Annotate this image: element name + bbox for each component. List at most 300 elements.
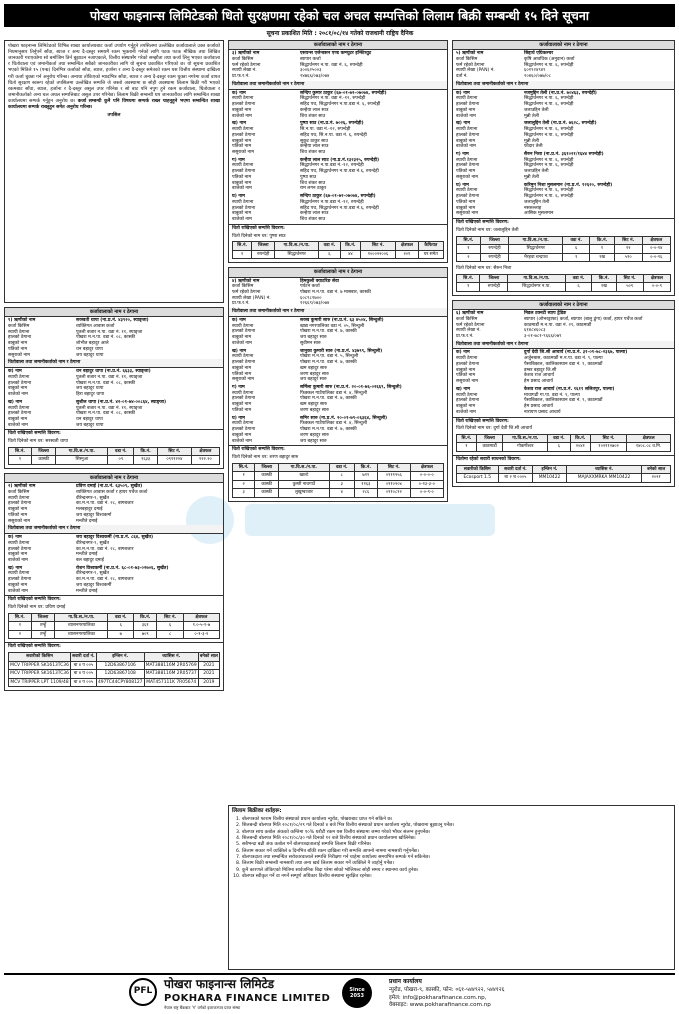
field-value: सिद्धार्थनगर न.पा. ६, रुपन्देही	[524, 163, 574, 169]
field-row	[8, 392, 220, 398]
field-row	[232, 186, 444, 192]
guarantor-details	[229, 317, 447, 348]
guarantor-details	[5, 534, 223, 565]
table-cell: ६	[548, 443, 570, 452]
property-title: धितो राखिएको सम्पत्ति विवरण:	[229, 224, 447, 233]
column-header: वडा नं.	[108, 447, 134, 456]
field-value: नजमुद्दिन तेली (ना.प्र.नं. ७०४६३, रुपन्देही)	[524, 90, 597, 96]
table-cell: ७११	[354, 472, 377, 481]
field-value: जय बहादुर सारु	[300, 377, 327, 383]
table-cell: गोकर्णेश्वर	[503, 443, 548, 452]
field-value: जलालुद्दिन तेली (ना.प्र.नं. ७६२८, रुपन्देही)	[524, 121, 597, 127]
field-row	[456, 175, 671, 181]
table-row	[9, 678, 220, 687]
table-cell: ०-०-०-०	[410, 472, 443, 481]
column-header: जिल्ला	[476, 434, 503, 443]
table-cell: सिद्धार्थनगर	[509, 245, 563, 254]
column-header: च्यासिस नं.	[144, 653, 198, 662]
table-cell: १	[233, 472, 255, 481]
field-label: घ) नाम	[232, 415, 245, 421]
table-cell: सिस्नुआ	[56, 456, 108, 465]
table-cell: ७०९	[134, 630, 157, 639]
column-header: वडा नं.	[108, 613, 134, 622]
column-header: सिट नं.	[360, 242, 395, 251]
field-value: जलाउद्दिन तेली	[524, 169, 549, 175]
property-owner: धितो दिनेको नाम थर: सरस्वती थापा	[8, 439, 68, 445]
column-header: सिट नं.	[377, 463, 410, 472]
field-value: बल बहादुर दमाई	[76, 558, 104, 563]
table-row	[9, 670, 220, 679]
land-table	[232, 241, 444, 259]
office-website: वेबसाइट: www.pokharafinance.com.np	[389, 1002, 491, 1009]
field-label: हालको ठेगाना	[232, 102, 256, 108]
field-value: हेम प्रसाद आचार्य	[524, 404, 553, 410]
table-cell: ०-०-९-०	[410, 489, 443, 498]
table-cell: १०२११२७०२	[590, 443, 626, 452]
field-value: सुशील थापा (ना.प्र.नं. ४२-०१-७४-००८६४, स्याङ्जा)	[76, 399, 167, 405]
table-cell: MCV TRIPPER LPT 1109/48	[10, 679, 69, 685]
field-value: सहिद पथ, सिद्धार्थनगर न.पा.वडा नं.६, रुपन्देही	[300, 205, 379, 211]
field-label: क) नाम	[456, 90, 470, 96]
column-header: सि.नं.	[9, 613, 32, 622]
field-label: २) ऋणीको नाम	[8, 484, 36, 490]
field-value: सुवीमन सारु	[300, 340, 321, 346]
column-header: क्षेत्रफल	[396, 242, 418, 251]
table-cell: MM10422	[533, 474, 566, 483]
column-header: इन्जिन नं.	[96, 653, 144, 662]
field-value: मलबहादुर दमाई	[76, 507, 103, 513]
table-cell: १	[9, 456, 32, 465]
table-cell: व्यासनगरपालिका	[55, 630, 108, 639]
field-value: राम लगन ठाकुर	[300, 186, 327, 192]
land-table	[456, 236, 671, 263]
table-row	[9, 622, 220, 631]
table-cell: २०२१	[642, 474, 671, 483]
field-value: शोभीत बहादुर आले	[76, 341, 109, 347]
field-value: समिर सारु (ना.प्र.नं. २०-०१-७९-०६३६४, सिन्धुली)	[300, 415, 388, 421]
field-label: ६) ऋणीको नाम	[456, 311, 484, 317]
rules-title: लिलाम बिक्रीका शर्तहरू:	[232, 808, 282, 814]
field-label: स्थायी ठेगाना	[456, 96, 478, 102]
field-label: बाजेको नाम	[232, 113, 252, 119]
rule-item: 9. कुनै कारणले तोकिएको मितिमा सार्वजनिक बिदा परेमा सोको भोलिपल्ट सोही समय र स्थानमा कार्य हुनेछ।	[242, 868, 671, 874]
field-label: स्थायी ठेगाना	[232, 323, 254, 329]
guarantor-section-title: धितोवाला तथा जमानीकर्ताको नाम र ठेगाना	[229, 81, 447, 90]
vehicle-table	[456, 465, 671, 483]
guarantor-details	[229, 415, 447, 446]
field-label: ससुराको नाम	[8, 518, 30, 524]
field-value: पुष्पा साउ (ना.प्र.नं. ७०२६, रुपन्देही)	[300, 121, 364, 127]
field-value: १२६६९/०७३/०७४	[300, 301, 330, 307]
field-value: ३-०१-७८१-९६६६/०७९	[524, 333, 562, 339]
field-value: जय बहादुर विश्वकर्मा	[76, 512, 112, 518]
field-value: धन बहादुर थापा (ना.प्र.नं. ६६३३, स्याङ्जा)	[76, 369, 151, 375]
table-cell: ०-०-९	[643, 283, 670, 292]
field-label: ४) ऋणीको नाम	[232, 278, 260, 284]
field-label: बाबुको नाम	[456, 138, 476, 144]
table-header-row	[457, 465, 671, 474]
field-label: कर्जा किसिम	[456, 56, 478, 62]
field-value: सरस्व कुमारी सारु (ना.प्र.नं. ६३ ४५०४, सिन्धुली)	[300, 317, 384, 323]
guarantor-details	[453, 151, 674, 182]
table-cell: १२२.२०	[191, 456, 219, 465]
field-label: स्थायी ठेगाना	[8, 405, 30, 411]
field-label: ससुराको नाम	[232, 377, 254, 383]
field-row	[8, 519, 220, 525]
field-value: जय बहादुर विश्वकर्मी	[76, 582, 112, 588]
field-value: पुतली बजार न.पा. वडा नं. ११, स्याङ्जा	[76, 374, 143, 380]
table-cell: ०-१-३-२	[183, 630, 219, 639]
column-header: जिल्ला	[480, 236, 508, 245]
vehicle-table	[8, 652, 220, 687]
field-label: पतिको नाम	[232, 407, 252, 413]
field-row	[232, 217, 444, 223]
field-value: जय बहादुर सारु	[300, 438, 327, 444]
field-row	[8, 423, 220, 429]
table-cell: १२	[614, 245, 642, 254]
column-header: सि.नं.	[9, 447, 32, 456]
field-value: मुन्नी तेली	[524, 174, 539, 180]
table-cell: बा ४ प ००५	[71, 670, 97, 679]
field-label: बाबुको नाम	[232, 432, 252, 438]
field-label: बाबुको नाम	[456, 404, 476, 410]
table-cell: कास्की	[255, 489, 279, 498]
table-cell: १ख	[592, 283, 616, 292]
field-label: स्थायी ठेगाना	[232, 421, 254, 427]
column-header: क्षेत्रफल	[627, 434, 671, 443]
table-cell: MAT388116M 2R05769	[145, 662, 197, 668]
column-header: सि.नं.	[233, 242, 252, 251]
table-cell: MCV TRIPPER SK1613TC36	[10, 662, 69, 668]
borrower-block-b1	[4, 307, 224, 469]
table-row	[233, 472, 444, 481]
table-row	[9, 630, 220, 639]
field-value: सुकुट ठाकुर साउ	[300, 138, 328, 144]
field-label: स्थायी ठेगाना	[8, 329, 30, 335]
field-value: माथागढी गा.पा. वडा नं. ९, पाल्पा	[524, 392, 580, 398]
field-value: कन्हैया लाल साउ	[300, 107, 329, 113]
field-label: स्थायी ठेगाना	[232, 127, 254, 133]
field-label: बाजेको नाम	[232, 340, 252, 346]
table-cell: ७	[108, 630, 134, 639]
office-address-block	[389, 978, 505, 1010]
field-value: पोखरा म.न.पा. वडा नं. ७, कास्की	[300, 396, 357, 402]
column-header: सि.नं.	[457, 236, 481, 245]
field-label: स्थायी ठेगाना	[456, 188, 478, 194]
field-value: फिक्कल गाउँपालिका वडा नं. ४, सिन्धुली	[300, 390, 368, 396]
field-value: खम बहादुर सारु	[300, 365, 328, 371]
field-label: बाजेको नाम	[8, 588, 28, 594]
table-cell: काठमाडौं	[476, 443, 503, 452]
field-label: फर्म रहेको ठेगाना	[232, 290, 261, 295]
table-row	[457, 283, 671, 292]
field-label: स्थायी ठेगाना	[456, 392, 478, 398]
table-cell: ५०९	[616, 283, 643, 292]
field-value: सरस्वती थापा (ना.प्र.नं. ४३९२०, स्याङ्जा)	[76, 318, 149, 324]
field-label: फर्म रहेको ठेगाना	[456, 322, 485, 328]
field-value: हिरा बहादुर थापा	[76, 392, 105, 398]
table-cell: १ख	[590, 253, 615, 262]
field-value: सहिद पथ, सिद्धार्थनगर न.पा.वडा नं. ६, रुपन्देही	[300, 102, 381, 108]
field-value: ६०८९८१७००	[300, 295, 322, 301]
field-label: हालको ठेगाना	[232, 132, 256, 138]
field-label: हालको ठेगाना	[456, 194, 480, 200]
property-owner: धितो दिनेको नाम थर: शरण बहादुर सारु	[232, 455, 299, 461]
table-cell: 2021	[198, 670, 219, 679]
office-label: प्रधान कार्यालय	[389, 978, 422, 985]
field-label: स्थायी ठेगाना	[232, 96, 254, 102]
field-value: कृषि आवधिक (अनुदान) कर्जा	[524, 56, 575, 62]
field-label: घ) नाम	[232, 194, 245, 200]
field-value: सिद्धार्थनगर न.पा. ६, रुपन्देही	[524, 127, 574, 133]
guarantor-details	[453, 386, 674, 417]
field-value: सिद्धार्थनगर न.पा. ६, रुपन्देही	[524, 96, 574, 102]
field-value: का.म.न.पा. वडा नं. २८, बागबजार	[76, 546, 134, 552]
field-value: पैसाबिकाल, कालिकास्थान वडा नं. ९, काठमाडौं	[524, 361, 603, 367]
field-value: सन्दिप कुमार ठाकुर (६७-०१-७२-०७०७४, रुपन्देही)	[300, 90, 387, 96]
property-title: धितो राखिएको सम्पत्ति विवरण:	[453, 218, 674, 227]
borrower-block-header: कर्जावालाको नाम र ठेगाना	[229, 268, 447, 277]
table-header-row	[233, 242, 444, 251]
column-header: वडा नं.	[563, 236, 590, 245]
field-value: मन्जीते दमाई	[76, 518, 98, 524]
field-value: जानुका कुमारी सारु (ना.प्र.नं. ४३७९९, सिन्धुली)	[300, 348, 383, 354]
field-value: सिद्धार्थनगर न.पा. वडा नं.-१२, रुपन्देही	[300, 96, 366, 102]
field-label: स्थायी लेखा (PAN) नं.	[456, 68, 495, 74]
field-row	[232, 341, 444, 347]
property-owner: धितो दिनेको नाम थर: दुर्गा देवी जि.सी आचार्य	[456, 426, 533, 432]
guarantor-section-title: धितोवाला तथा जमानीकर्ताको नाम र ठेगाना	[5, 359, 223, 368]
field-label: बाजेको नाम	[232, 438, 252, 444]
rule-item: 3. बोलपत्र साथ कबोल अंकको कम्तिमा १०% धरौटी रकम यस वित्तीय संस्थामा जम्मा गरेको भौचर संलग्न हुनुपर्नेछ।	[242, 830, 671, 836]
field-label: स्थायी ठेगाना	[456, 157, 478, 163]
table-cell: ३६१	[134, 622, 157, 631]
column-header: कि.नं.	[354, 463, 377, 472]
borrower-details	[229, 50, 447, 81]
field-label: बाजेको नाम	[8, 422, 28, 428]
property-title: धितो राखिएको सम्पत्ति विवरण:	[5, 595, 223, 604]
rule-item: 7. बोलपत्रदाता तथा सम्बन्धित सरोकारवालाले सम्पत्ति निरीक्षण गर्न चाहेमा कार्यालय समयभित्र सम्पर्क गर्न सकिनेछ।	[242, 855, 671, 861]
column-header: गा.वि.स./न.पा.	[503, 434, 548, 443]
table-cell: ०-०-१४	[642, 245, 670, 254]
table-cell: १	[457, 443, 477, 452]
field-label: बाजेको नाम	[456, 113, 476, 119]
field-value: पर्यटन कर्जा	[300, 284, 320, 290]
field-label: स्थायी ठेगाना	[232, 199, 254, 205]
field-value: पोखरा म.न.पा. वडा नं. ०८, कास्की	[76, 411, 136, 417]
company-tagline: नेपाल राष्ट्र बैंकबाट 'ग' वर्गको इजाजतपत्र प्राप्त संस्था	[164, 1005, 241, 1010]
field-label: हालको ठेगाना	[456, 398, 480, 404]
field-row	[456, 144, 671, 150]
column-header: कि.नं.	[570, 434, 590, 443]
table-cell: ४४	[340, 250, 360, 259]
table-cell: ०-०-१६	[642, 253, 670, 262]
column-header: सिट नं.	[590, 434, 626, 443]
field-label: बाजेको नाम	[456, 409, 476, 415]
guarantor-details	[5, 368, 223, 399]
field-value: मुन्नी तेली	[524, 113, 539, 119]
field-value: शिव शंकर साउ	[300, 217, 326, 223]
field-label: हालको ठेगाना	[232, 329, 256, 335]
field-label: हालको ठेगाना	[456, 163, 480, 169]
table-cell: ६	[563, 245, 590, 254]
table-cell: ०९	[108, 456, 134, 465]
column-header: गा.वि.स./न.पा.	[275, 242, 319, 251]
field-label: प्रा.फ.र.नं.	[232, 301, 250, 307]
field-label: बाबुको नाम	[456, 107, 476, 113]
field-value: पोखरा म.न.पा. वडा नं. ७, कास्की	[300, 360, 357, 366]
table-row	[9, 661, 220, 670]
field-label: क) नाम	[232, 90, 246, 96]
field-label: कर्जा किसिम	[232, 56, 254, 62]
table-cell: ०९१०८१२	[377, 489, 410, 498]
field-label: कर्जा किसिम	[8, 323, 30, 329]
field-label: बाबुको नाम	[8, 341, 28, 347]
table-cell: बा ४ प ००५	[71, 661, 97, 670]
field-label: बाबुको नाम	[232, 335, 252, 341]
field-label: ५) ऋणीको नाम	[456, 51, 484, 57]
table-cell: १४०८.०८ व.मि.	[627, 443, 671, 452]
land-table	[8, 613, 220, 640]
table-cell: लुखुम्बाजार	[279, 489, 330, 498]
property-title: धितो राखिएको सम्पत्ति विवरण:	[453, 417, 674, 426]
field-label: हालको ठेगाना	[8, 546, 32, 552]
table-header-row	[457, 236, 671, 245]
guarantor-details	[5, 399, 223, 430]
field-value: खाद्य नगरपालिका वडा नं. ०५, सिन्धुली	[300, 323, 365, 329]
guarantor-section-title: धितोवाला तथा जमानीकर्ताको नाम र ठेगाना	[5, 525, 223, 534]
field-value: शिव शंकर साउ	[300, 113, 326, 119]
field-label: ससुराको नाम	[456, 174, 478, 180]
field-label: हालको ठेगाना	[456, 132, 480, 138]
field-label: ग) नाम	[232, 157, 245, 163]
field-value: वीरेन्द्रनगर-९, सुर्खेत	[76, 495, 109, 501]
publish-date: सूचना प्रकाशित मिति : २०८१/०८/१४ गतेको राजधानी राष्ट्रिय दैनिक	[266, 30, 414, 37]
field-row	[456, 211, 671, 217]
field-value: जय बहादुर थापा	[76, 352, 104, 358]
guarantor-details	[229, 193, 447, 224]
field-label: बाजेको नाम	[456, 144, 476, 150]
column-header: गा.वि.स./न.पा.	[279, 463, 330, 472]
field-value: रोशन विश्वकर्मी (ना.प्र.नं. ६८-०१-७३-०२७०६, सुर्खेत)	[76, 565, 169, 571]
field-label: स्थायी ठेगाना	[8, 540, 30, 546]
field-value: सिद्धार्थनगर न.पा. ६, रुपन्देही	[524, 188, 574, 194]
field-value: सिद्धार्थनगर न.पा. ६, रुपन्देही	[524, 157, 574, 163]
field-label: बाबुको नाम	[8, 507, 28, 513]
field-value: का.म.न.पा. वडा नं. २८, बागबजार	[76, 577, 134, 583]
borrower-block-header: कर्जावालाको नाम र ठेगाना	[5, 308, 223, 317]
field-value: जय बहादुर विश्वकर्मी (ना.प्र.नं. ८६४, सुर्खेत)	[76, 535, 154, 541]
field-label: ससुराको नाम	[456, 211, 478, 217]
land-table	[456, 434, 671, 452]
field-label: बाबुको नाम	[8, 552, 28, 558]
field-value: जय बहादुर थापा	[76, 386, 104, 392]
since-badge	[342, 978, 372, 1008]
field-label: फर्म रहेको ठेगाना	[456, 62, 485, 68]
field-label: बाबुको नाम	[232, 365, 252, 371]
field-label: घ) नाम	[456, 182, 469, 188]
field-row	[8, 353, 220, 359]
field-value: पैसाबिकाल, कालिकास्थान वडा नं. ९, काठमाडौं	[524, 398, 603, 404]
field-label: पतिको नाम	[456, 169, 476, 175]
rule-item: 1. बोलपत्रको फाराम वित्तीय संस्थाको प्रधान कार्यालय न्युरोड, पोखराबाट प्राप्त गर्न सकिने छ।	[242, 817, 671, 823]
company-logo: PFL	[129, 978, 157, 1006]
column-header: गा.वि.स./न.पा.	[509, 236, 563, 245]
field-value: २०४६०/०७७/०८	[524, 74, 551, 80]
rule-item: 8. लिलाम बिक्री सम्बन्धी नामसारी तथा अन्य खर्च लिलाम सकार गर्ने व्यक्तिले नै व्यहोर्नु पर्नेछ।	[242, 861, 671, 867]
field-value: ६०१९२४९४९	[524, 68, 546, 74]
column-header: कि.नं.	[340, 242, 360, 251]
land-table	[8, 447, 220, 465]
field-label: कर्जा किसिम	[8, 489, 30, 495]
field-value: सिद्धार्थनगर न.पा. वडा नं. ६, रुपन्देही	[300, 62, 363, 68]
table-row	[9, 456, 220, 465]
table-cell: २०१	[396, 250, 418, 259]
table-cell: ६	[565, 283, 592, 292]
office-email: इमेल: info@pokharafinance.com.np,	[389, 994, 487, 1001]
rule-item: 10. बोलपत्र स्वीकृत गर्ने वा नगर्ने सम्पूर्ण अधिकार वित्तीय संस्थामा सुरक्षित रहनेछ।	[242, 874, 671, 880]
table-cell: ८	[157, 630, 183, 639]
field-label: बाबुको नाम	[8, 417, 28, 422]
field-label: बाबुको नाम	[456, 367, 476, 373]
guarantor-details	[453, 120, 674, 151]
field-value: डम्बर बहादुर जि.सी	[524, 367, 557, 373]
borrower-details	[453, 310, 674, 341]
table-cell: MCV TRIPPER SK1613TC36	[10, 671, 69, 677]
borrower-block-header: कर्जावालाको नाम र ठेगाना	[229, 41, 447, 50]
field-label: पतिको नाम	[456, 373, 476, 379]
column-header: गा.वि.स./न.पा.	[55, 613, 108, 622]
field-label: हालको ठेगाना	[232, 396, 256, 402]
field-label: हालको ठेगाना	[8, 577, 32, 583]
field-value: ६१४८४६०८३	[524, 328, 546, 334]
table-header-row	[233, 463, 444, 472]
field-label: पतिको नाम	[232, 371, 252, 377]
field-value: केशव राज आचार्य	[524, 373, 555, 379]
field-value: कन्हैया लाल साउ	[300, 144, 329, 150]
table-cell: MAT457111K 7R05674	[144, 678, 198, 687]
table-cell: २	[457, 253, 481, 262]
vehicle-title: धितोमा रहेको सवारी साधनको विवरण:	[453, 455, 674, 464]
table-cell: १	[563, 253, 590, 262]
table-cell: १	[457, 283, 480, 292]
guarantor-details	[229, 157, 447, 193]
table-cell: सिद्धार्थनगर न.पा.	[508, 283, 565, 292]
field-value: व्यक्तिगत आवास कर्जा र हायर पर्चेज कर्जा	[76, 489, 148, 495]
column-header: क्षेत्रफल	[191, 447, 219, 456]
table-cell: २०४१	[570, 443, 590, 452]
field-value: का.म.न.पा. वडा नं. २८, बागबजार	[76, 501, 134, 507]
field-value: करिमुन निशा मुसलमान (ना.प्र.नं. १२६२०, रुपन्देही)	[524, 182, 613, 188]
table-header-row	[9, 653, 220, 662]
table-cell: रुपन्देही	[252, 250, 275, 259]
field-value: सिद्धार्थनगर न.पा. ६, रुपन्देही	[524, 132, 574, 138]
field-label: १) ऋणीको नाम	[8, 318, 36, 324]
table-cell: २८६	[354, 489, 377, 498]
field-value: सिद्धार्थनगर न.पा. ६, रुपन्देही	[524, 102, 574, 108]
table-cell: ११६३	[354, 480, 377, 489]
rule-item: 2. शिलबन्दी बोलपत्र मिति २०८१/०८/२९ गते दिनको ४ बजे भित्र वित्तीय संस्थाको प्रधान कार्यालय न्युरोड, पोखरामा बुझाउनु पर्नेछ।	[242, 823, 671, 829]
field-value: सिद्धार्थनगर न.पा. ६, रुपन्देही	[524, 62, 574, 68]
borrower-details	[5, 483, 223, 525]
table-cell: तन्हुँ	[31, 630, 55, 639]
field-value: पुष्पा साउ	[300, 174, 317, 180]
field-label: बाबुको नाम	[456, 205, 476, 211]
field-value: ब्यापार कर्जा	[300, 56, 321, 62]
field-value: सैरुन निशा (ना.प्र.नं. ३६१०२१/१६४४ रुपन्देही)	[524, 152, 604, 157]
field-row	[456, 334, 671, 340]
field-value: शिव शंकर साउ	[300, 180, 326, 186]
